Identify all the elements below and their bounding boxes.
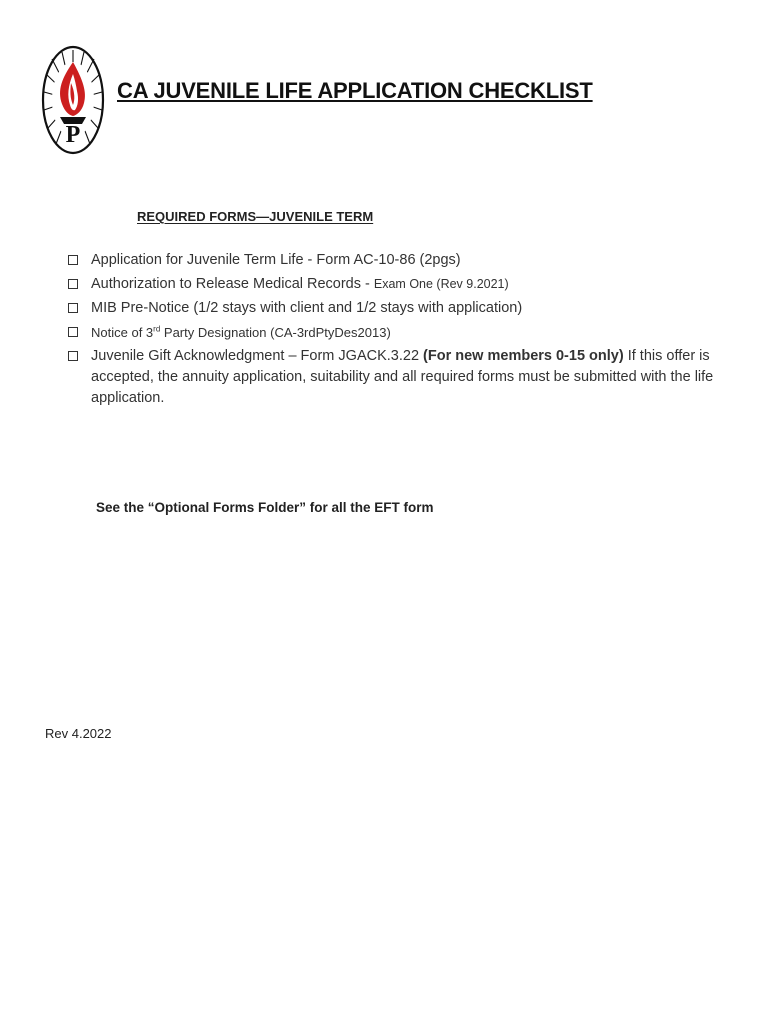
optional-forms-note: See the “Optional Forms Folder” for all the EFT form (96, 500, 434, 515)
checklist-item (68, 322, 728, 343)
checklist-item (68, 346, 728, 409)
torch-flame-logo-icon (40, 44, 106, 156)
checklist-item (68, 250, 728, 271)
checklist-item-text-continued: If this offer is accepted, the annuity application, suitability and all required forms must be submitted with the life application. (91, 348, 714, 406)
checklist-item-text: MIB Pre-Notice (1/2 stays with client and 1/2 stays with application) (91, 300, 523, 316)
checklist-item (68, 298, 728, 319)
revision-label: Rev 4.2022 (45, 726, 112, 741)
checklist-item (68, 274, 728, 295)
checkbox[interactable] (68, 351, 78, 361)
checkbox[interactable] (68, 279, 78, 289)
checklist-item-text: Application for Juvenile Term Life - Form AC-10-86 (2pgs) (91, 252, 461, 268)
page-title: CA JUVENILE LIFE APPLICATION CHECKLIST (117, 78, 593, 103)
checklist-item-text-continued: Party Designation (CA-3rdPtyDes2013) (160, 325, 391, 340)
checklist-item-note: Exam One (Rev 9.2021) (373, 277, 509, 291)
checkbox[interactable] (68, 303, 78, 313)
section-heading: REQUIRED FORMS—JUVENILE TERM (137, 209, 374, 224)
checklist-item-emphasis: (For new members 0-15 only) (423, 348, 624, 364)
checklist-item-superscript: rd (153, 324, 161, 334)
checklist-item-text: Notice of 3 (91, 325, 154, 340)
logo-letter: P (65, 122, 81, 148)
checkbox[interactable] (68, 327, 78, 337)
required-forms-checklist (68, 250, 728, 412)
checklist-item-text: Juvenile Gift Acknowledgment – Form JGACK.3.22 (91, 348, 424, 364)
checkbox[interactable] (68, 255, 78, 265)
checklist-item-text: Authorization to Release Medical Records - (91, 276, 374, 292)
